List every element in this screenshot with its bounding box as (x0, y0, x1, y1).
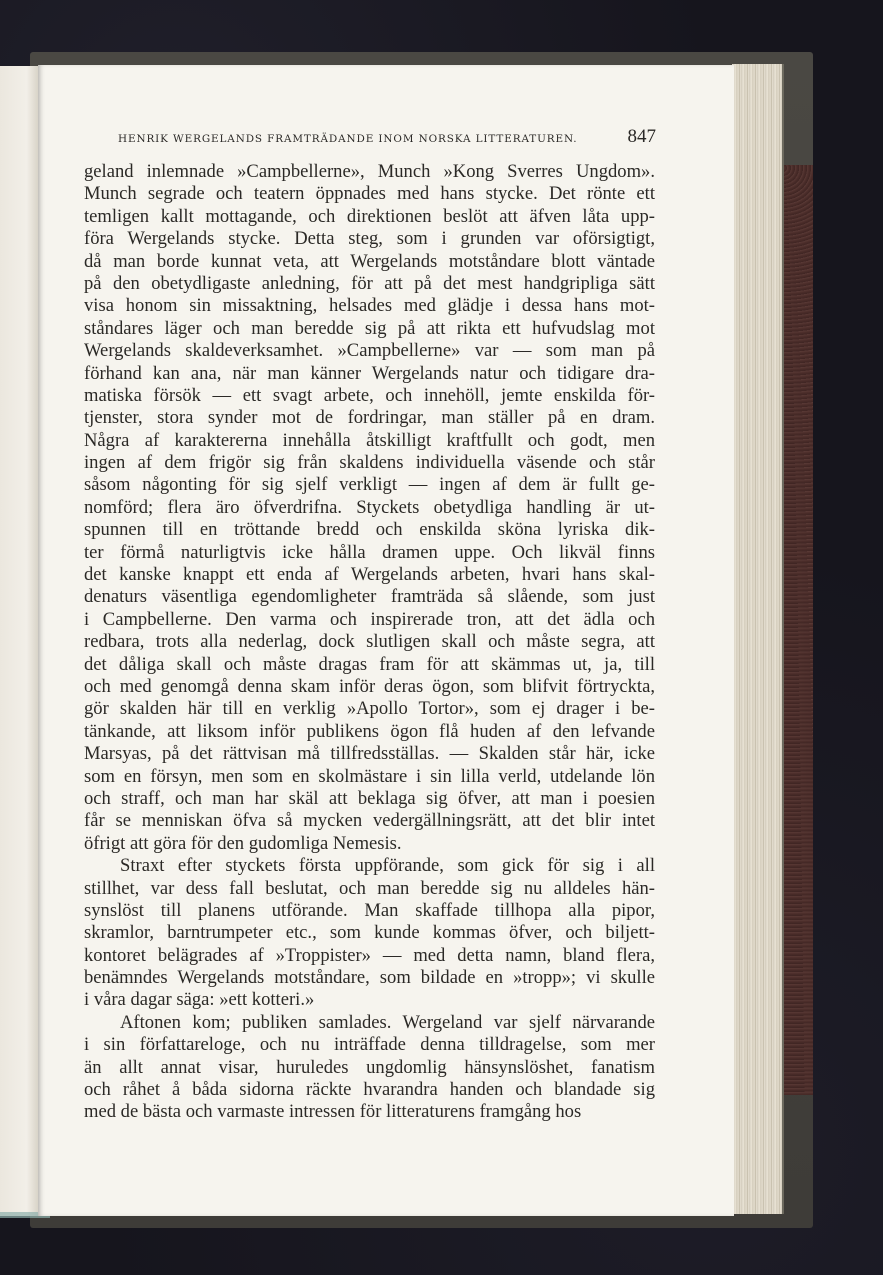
text-line: tänkande, att liksom inför publikens ögon flå huden af den lefvande (84, 720, 655, 742)
text-line: Några af karaktererna innehålla åtskilligt kraftfullt och godt, men (84, 429, 655, 451)
text-line: och straff, och man har skäl att beklaga sig öfver, att man i poesien (84, 787, 655, 809)
text-line: Munch segrade och teatern öppnades med hans stycke. Det rönte ett (84, 183, 655, 205)
text-line: ter förmå naturligtvis icke hålla dramen uppe. Och likväl finns (84, 541, 655, 563)
text-line: geland inlemnade »Campbellerne», Munch »Kong Sverres Ungdom». (84, 161, 655, 182)
text-line: på den obetydligaste anledning, för att på det mest handgripliga sätt (84, 272, 655, 294)
text-line: det kanske knappt ett enda af Wergelands arbeten, hvari hans skal- (84, 564, 655, 586)
text-line: då man borde kunnat veta, att Wergelands motståndare blott väntade (84, 250, 655, 272)
text-line: ståndares läger och man beredde sig på att rikta ett hufvudslag mot (84, 317, 655, 339)
text-line: denaturs väsentliga egendomligheter framträda så slående, som just (84, 586, 655, 608)
text-line: benämndes Wergelands motståndare, som bildade en »tropp»; vi skulle (84, 967, 655, 989)
text-line: Marsyas, på det rättvisan må tillfredsställas. — Skalden står här, icke (84, 743, 655, 765)
text-line: temligen kallt mottagande, och direktionen beslöt att äfven låta upp- (84, 205, 655, 227)
text-line: spunnen till en tröttande bredd och enskilda sköna lyriska dik- (84, 519, 655, 541)
text-line: i sin författareloge, och nu inträffade denna tilldragelse, som mer (84, 1034, 655, 1056)
running-title: HENRIK WERGELANDS FRAMTRÄDANDE INOM NORSKA LITTERATUREN. (118, 133, 578, 145)
text-line: Wergelands skaldeverksamhet. »Campbellerne» var — som man på (84, 340, 655, 362)
text-line: gör skalden här till en verklig »Apollo Tortor», som ej drager i be- (84, 698, 655, 720)
text-line: än allt annat visar, huruledes ungdomlig hänsynslöshet, fanatism (84, 1056, 655, 1078)
text-line: stillhet, var dess fall beslutat, och man beredde sig nu alldeles hän- (84, 877, 655, 899)
text-line: visa honom sin missaktning, helsades med glädje i dessa hans mot- (84, 295, 655, 317)
text-line: kontoret belägrades af »Troppister» — med detta namn, bland flera, (84, 944, 655, 966)
text-line: såsom någonting för sig sjelf verkligt — ingen af dem är fullt ge- (84, 474, 655, 496)
text-line: nomförd; flera äro öfverdrifna. Styckets obetydliga handling är ut- (84, 496, 655, 518)
paragraph (84, 161, 655, 855)
facing-page-edge (0, 66, 38, 1216)
text-line: som en försyn, men som en skolmästare i sin lilla verld, utdelande lön (84, 765, 655, 787)
text-line: Straxt efter styckets första uppförande, som gick för sig i all (120, 855, 655, 877)
text-line: det dåliga skall och måste dragas fram för att skämmas ut, ja, till (84, 653, 655, 675)
text-line: får se menniskan öfva så mycken vedergällningsrätt, att det blir intet (84, 810, 655, 832)
body-text (84, 161, 655, 1124)
text-line: ingen af dem frigör sig från skaldens individuella väsende och står (84, 452, 655, 474)
text-line: förhand kan ana, när man känner Wergelands natur och tidigare dra- (84, 362, 655, 384)
text-line: tjenster, stora synder mot de fordringar, man ställer på en dram. (84, 407, 655, 429)
page-number: 847 (627, 126, 656, 147)
text-line: skramlor, barntrumpeter etc., som kunde kommas öfver, och biljett- (84, 922, 655, 944)
page-block-edges (732, 64, 784, 1214)
text-line: synslöst till planens utförande. Man skaffade tillhopa alla pipor, (84, 899, 655, 921)
text-line: i Campbellerne. Den varma och inspirerade tron, att det ädla och (84, 608, 655, 630)
text-line: med de bästa och varmaste intressen för litteraturens framgång hos (84, 1101, 582, 1123)
text-line: och med genomgå denna skam inför deras ögon, som blifvit förtryckta, (84, 675, 655, 697)
text-line: matiska försök — ett svagt arbete, och innehöll, jemte enskilda för- (84, 384, 655, 406)
book-cover-leather-spine (780, 165, 813, 1095)
text-line: föra Wergelands stycke. Detta steg, som i grunden var oförsigtigt, (84, 228, 655, 250)
text-line: redbara, trots alla nederlag, dock slutligen skall och måste segra, att (84, 631, 655, 653)
paragraph (84, 1012, 655, 1124)
text-line: och råhet å båda sidorna räckte hvarandra handen och blandade sig (84, 1079, 655, 1101)
running-head (78, 126, 656, 148)
text-line: öfrigt att göra för den gudomliga Nemesis. (84, 832, 402, 854)
text-line: i våra dagar säga: »ett kotteri.» (84, 989, 315, 1011)
text-line: Aftonen kom; publiken samlades. Wergeland var sjelf närvarande (120, 1011, 655, 1033)
paragraph (84, 855, 655, 1012)
